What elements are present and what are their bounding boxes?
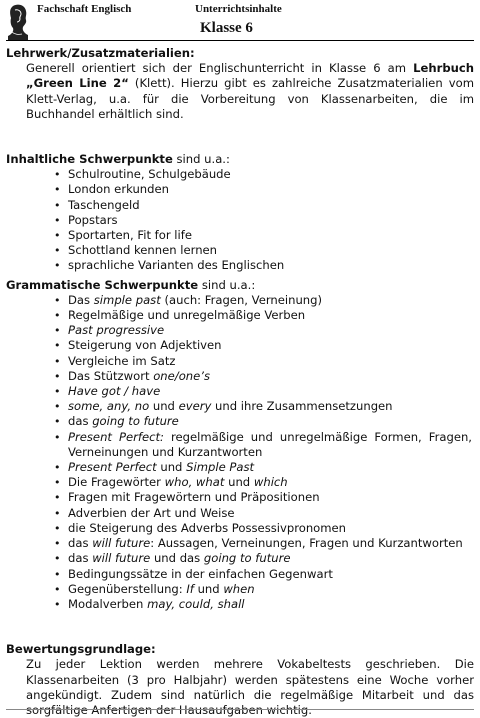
document-kind: Unterrichtsinhalte xyxy=(195,3,282,15)
list-item: • Present Perfect: regelmäßige und unregelmäßige Formen, Fragen, Verneinungen und Kurzantworten xyxy=(68,430,474,460)
grammar-list xyxy=(6,293,474,612)
heading-suffix: sind u.a.: xyxy=(198,277,256,292)
list-item: • Gegenüberstellung: If und when xyxy=(68,582,474,597)
list-item: • Have got / have xyxy=(68,384,474,399)
heading-suffix: sind u.a.: xyxy=(172,152,230,167)
lehrwerk-paragraph xyxy=(26,61,474,122)
text-run: (Klett). Hierzu gibt es zahlreiche Zusatzmaterialien vom Klett-Verlag, u.a. für die Vorbereitung von Klassenarbeiten, die im Buchhandel erhältlich sind. xyxy=(26,76,474,121)
heading-text: Inhaltliche Schwerpunkte xyxy=(6,152,173,167)
list-item: • Taschengeld xyxy=(68,198,474,213)
section-heading-lehrwerk: Lehrwerk/Zusatzmaterialien: xyxy=(6,46,195,60)
list-item: • die Steigerung des Adverbs Possessivpronomen xyxy=(68,521,474,536)
organization-name: Fachschaft Englisch xyxy=(37,3,132,15)
textbook-title: Lehrbuch „Green Line 2“ xyxy=(26,61,474,91)
bewertung-paragraph: Zu jeder Lektion werden mehrere Vokabeltests geschrieben. Die Klassenarbeiten (3 pro Halbjahr) werden spätestens eine Woche vorher angekündigt. Zudem sind natürlich die regelmäßige Mitarbeit und das xyxy=(26,657,474,702)
list-item: • Schottland kennen lernen xyxy=(68,243,474,258)
heading-text: Grammatische Schwerpunkte xyxy=(6,277,199,292)
section-inhaltlich xyxy=(6,152,474,274)
page-title: Klasse 6 xyxy=(200,20,253,36)
list-item: • Regelmäßige und unregelmäßige Verben xyxy=(68,308,474,323)
list-item: • Adverbien der Art und Weise xyxy=(68,506,474,521)
list-item: • Sportarten, Fit for life xyxy=(68,228,474,243)
section-heading-inhaltlich xyxy=(6,152,474,167)
list-item: • das will future und das going to future xyxy=(68,551,474,566)
list-item: • Steigerung von Adjektiven xyxy=(68,338,474,353)
list-item: • Die Fragewörter who, what und which xyxy=(68,475,474,490)
portrait-silhouette-icon xyxy=(4,2,32,40)
list-item: • Fragen mit Fragewörtern und Präpositionen xyxy=(68,490,474,505)
list-item: • das going to future xyxy=(68,414,474,429)
list-item: • Bedingungssätze in der einfachen Gegenwart xyxy=(68,567,474,582)
list-item: • Das Stützwort one/one’s xyxy=(68,369,474,384)
text-run: Generell orientiert sich der Englischunterricht in Klasse 6 am xyxy=(26,61,414,76)
list-item: • das will future: Aussagen, Verneinungen, Fragen und Kurzantworten xyxy=(68,536,474,551)
list-item: • Vergleiche im Satz xyxy=(68,354,474,369)
list-item: • Past progressive xyxy=(68,323,474,338)
section-gap xyxy=(6,612,474,642)
header-divider xyxy=(6,40,474,41)
footer-divider xyxy=(6,709,474,710)
section-gap xyxy=(6,122,474,152)
section-lehrwerk xyxy=(6,46,474,122)
section-heading-bewertung: Bewertungsgrundlage: xyxy=(6,642,156,657)
list-item: • London erkunden xyxy=(68,182,474,197)
list-item: • Present Perfect und Simple Past xyxy=(68,460,474,475)
list-item: • Schulroutine, Schulgebäude xyxy=(68,167,474,182)
document-body xyxy=(6,46,474,718)
list-item: • Das simple past (auch: Fragen, Verneinung) xyxy=(68,293,474,308)
list-item: • Modalverben may, could, shall xyxy=(68,597,474,612)
section-bewertung xyxy=(6,642,474,718)
list-item: • Popstars xyxy=(68,213,474,228)
list-item: • some, any, no und every und ihre Zusammensetzungen xyxy=(68,399,474,414)
section-heading-grammatik xyxy=(6,278,474,293)
topics-list xyxy=(6,167,474,273)
list-item: • sprachliche Varianten des Englischen xyxy=(68,258,474,273)
page-header xyxy=(0,0,480,44)
section-grammatik xyxy=(6,278,474,612)
